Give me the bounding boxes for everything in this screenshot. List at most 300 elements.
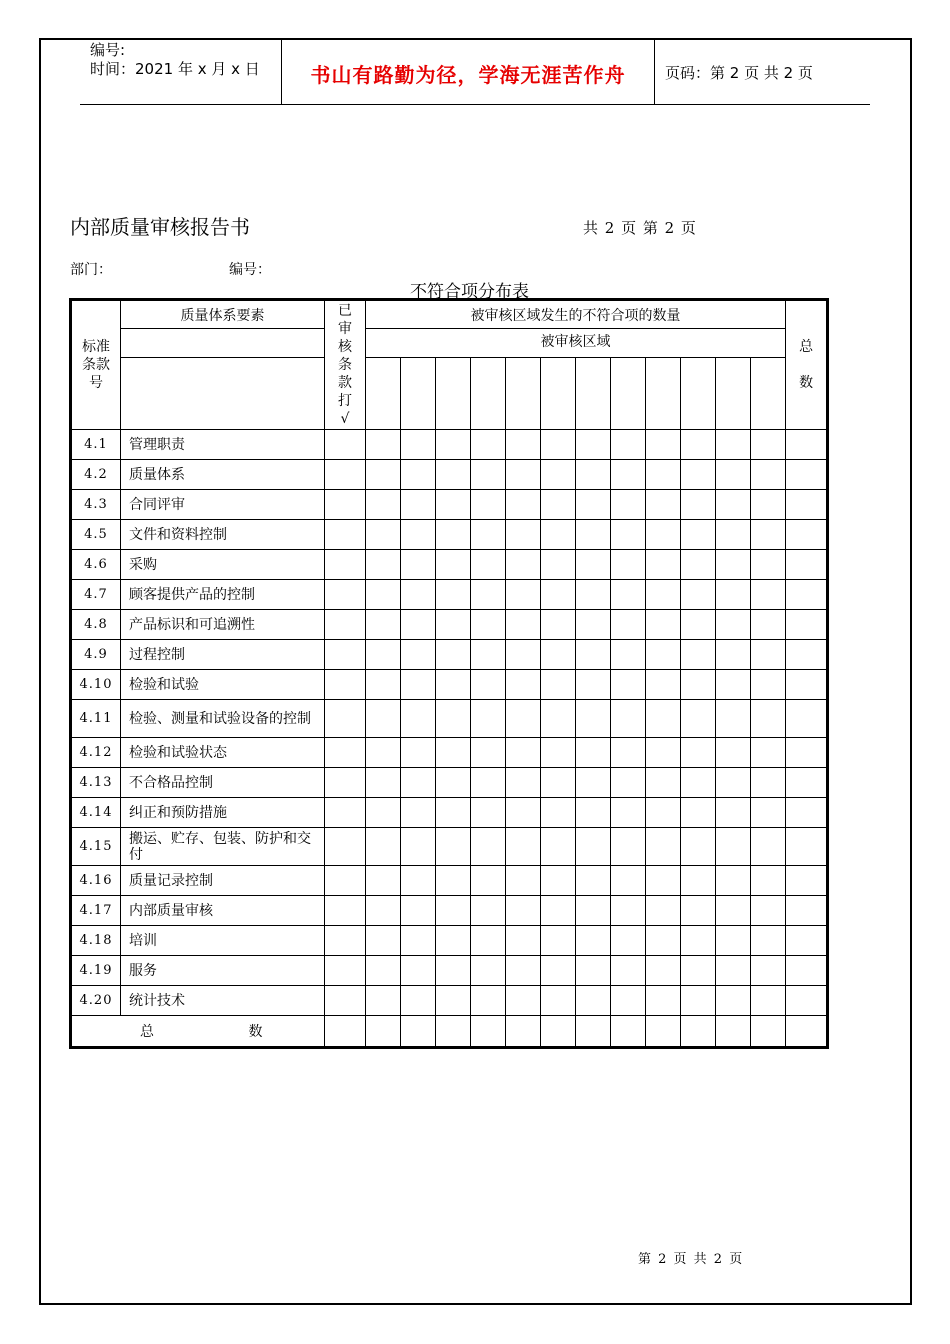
area-count-cell: [646, 520, 681, 550]
clause-number: 4.1: [71, 430, 121, 460]
area-count-cell: [366, 896, 401, 926]
area-count-cell: [681, 768, 716, 798]
area-count-cell: [436, 926, 471, 956]
area-count-cell: [751, 896, 786, 926]
area-count-cell: [366, 956, 401, 986]
area-count-cell: [401, 430, 436, 460]
clause-number: 4.19: [71, 956, 121, 986]
total-cell: [786, 520, 828, 550]
area-count-cell: [646, 738, 681, 768]
area-count-cell: [506, 866, 541, 896]
audited-check-cell: [325, 828, 366, 866]
area-count-cell: [541, 768, 576, 798]
area-count-cell: [366, 550, 401, 580]
clause-number: 4.15: [71, 828, 121, 866]
area-count-cell: [611, 828, 646, 866]
audited-check-cell: [325, 670, 366, 700]
total-cell: [786, 768, 828, 798]
area-count-cell: [646, 986, 681, 1016]
area-count-cell: [716, 490, 751, 520]
header-date: 时间：2021 年 x 月 x 日: [90, 60, 260, 78]
area-count-cell: [611, 768, 646, 798]
area-count-cell: [366, 580, 401, 610]
element-name: 质量记录控制: [121, 866, 325, 896]
area-count-cell: [436, 866, 471, 896]
area-count-cell: [401, 896, 436, 926]
audited-check-cell: [325, 926, 366, 956]
area-count-cell: [541, 828, 576, 866]
area-count-cell: [751, 986, 786, 1016]
element-name: 服务: [121, 956, 325, 986]
element-name: 合同评审: [121, 490, 325, 520]
area-count-cell: [751, 700, 786, 738]
area-count-cell: [751, 490, 786, 520]
total-row: [71, 1016, 828, 1048]
audited-check-cell: [325, 610, 366, 640]
element-name: 检验和试验状态: [121, 738, 325, 768]
area-count-cell: [436, 986, 471, 1016]
area-count-cell: [541, 520, 576, 550]
total-cell: [786, 580, 828, 610]
area-count-cell: [646, 798, 681, 828]
element-name: 检验和试验: [121, 670, 325, 700]
area-count-cell: [366, 640, 401, 670]
clause-number: 4.11: [71, 700, 121, 738]
area-count-cell: [401, 866, 436, 896]
table-row: [71, 430, 828, 460]
area-count-cell: [716, 738, 751, 768]
area-count-cell: [471, 896, 506, 926]
area-count-cell: [681, 866, 716, 896]
header-quality-elements: 质量体系要素: [121, 300, 325, 329]
clause-number: 4.13: [71, 768, 121, 798]
area-count-cell: [681, 430, 716, 460]
clause-number: 4.7: [71, 580, 121, 610]
area-count-cell: [471, 828, 506, 866]
area-count-cell: [576, 828, 611, 866]
area-count-cell: [401, 460, 436, 490]
area-count-cell: [366, 520, 401, 550]
header-clause-number: 标准 条款 号: [71, 300, 121, 430]
area-count-cell: [611, 866, 646, 896]
audited-check-cell: [325, 896, 366, 926]
area-count-cell: [576, 866, 611, 896]
area-count-cell: [646, 896, 681, 926]
area-count-cell: [611, 738, 646, 768]
table-title: 不符合项分布表: [410, 282, 529, 302]
area-count-cell: [506, 430, 541, 460]
header-audited-check: 已 审 核 条 款 打 √: [325, 300, 366, 430]
area-count-cell: [576, 490, 611, 520]
area-count-cell: [436, 430, 471, 460]
element-name: 管理职责: [121, 430, 325, 460]
area-count-cell: [436, 798, 471, 828]
area-count-cell: [436, 956, 471, 986]
area-count-cell: [366, 490, 401, 520]
area-count-cell: [366, 610, 401, 640]
area-count-cell: [366, 700, 401, 738]
element-name: 培训: [121, 926, 325, 956]
area-count-cell: [506, 490, 541, 520]
area-count-cell: [576, 550, 611, 580]
area-count-cell: [751, 926, 786, 956]
area-count-cell: [541, 610, 576, 640]
area-count-cell: [506, 700, 541, 738]
table-row: [71, 520, 828, 550]
area-count-cell: [716, 986, 751, 1016]
area-count-cell: [436, 520, 471, 550]
area-count-cell: [541, 926, 576, 956]
area-count-cell: [506, 550, 541, 580]
area-count-cell: [436, 550, 471, 580]
area-count-cell: [576, 610, 611, 640]
area-count-cell: [471, 700, 506, 738]
area-count-cell: [366, 670, 401, 700]
table-row: [71, 460, 828, 490]
area-count-cell: [471, 670, 506, 700]
table-row: [71, 490, 828, 520]
area-count-cell: [611, 430, 646, 460]
table-row: [71, 670, 828, 700]
audited-check-cell: [325, 866, 366, 896]
area-count-cell: [646, 926, 681, 956]
area-count-cell: [611, 490, 646, 520]
area-count-cell: [506, 798, 541, 828]
table-row: [71, 956, 828, 986]
area-count-cell: [436, 896, 471, 926]
area-count-cell: [506, 926, 541, 956]
area-count-cell: [401, 956, 436, 986]
area-count-cell: [401, 580, 436, 610]
total-cell: [786, 926, 828, 956]
area-count-cell: [471, 460, 506, 490]
total-cell: [786, 828, 828, 866]
audited-check-cell: [325, 738, 366, 768]
area-count-cell: [471, 430, 506, 460]
area-count-cell: [681, 738, 716, 768]
header-motto: 书山有路勤为径，学海无涯苦作舟: [310, 62, 626, 87]
area-count-cell: [401, 768, 436, 798]
area-count-cell: [751, 670, 786, 700]
area-count-cell: [506, 460, 541, 490]
area-count-cell: [436, 460, 471, 490]
area-count-cell: [681, 580, 716, 610]
area-count-cell: [611, 896, 646, 926]
area-count-cell: [716, 896, 751, 926]
area-count-cell: [681, 490, 716, 520]
area-count-cell: [366, 986, 401, 1016]
audited-check-cell: [325, 520, 366, 550]
area-count-cell: [716, 866, 751, 896]
area-count-cell: [471, 640, 506, 670]
area-count-cell: [401, 738, 436, 768]
total-cell: [786, 640, 828, 670]
total-row-label: 总 数: [71, 1016, 325, 1048]
area-count-cell: [576, 520, 611, 550]
total-cell: [786, 956, 828, 986]
total-cell: [786, 738, 828, 768]
area-count-cell: [366, 430, 401, 460]
area-count-cell: [471, 768, 506, 798]
area-count-cell: [401, 828, 436, 866]
total-cell: [786, 490, 828, 520]
area-count-cell: [681, 550, 716, 580]
element-name: 内部质量审核: [121, 896, 325, 926]
header-total: 总 数: [786, 300, 828, 430]
area-count-cell: [366, 828, 401, 866]
area-count-cell: [541, 956, 576, 986]
area-count-cell: [471, 580, 506, 610]
area-count-cell: [681, 986, 716, 1016]
area-count-cell: [401, 670, 436, 700]
area-count-cell: [541, 640, 576, 670]
table-row: [71, 580, 828, 610]
area-count-cell: [751, 768, 786, 798]
area-count-cell: [576, 798, 611, 828]
audited-check-cell: [325, 460, 366, 490]
area-count-cell: [471, 798, 506, 828]
area-count-cell: [681, 610, 716, 640]
audited-check-cell: [325, 580, 366, 610]
area-count-cell: [506, 896, 541, 926]
area-count-cell: [401, 986, 436, 1016]
clause-number: 4.20: [71, 986, 121, 1016]
area-count-cell: [541, 738, 576, 768]
area-count-cell: [471, 738, 506, 768]
table-row: [71, 866, 828, 896]
area-count-cell: [541, 866, 576, 896]
total-cell: [786, 610, 828, 640]
area-count-cell: [436, 490, 471, 520]
clause-number: 4.17: [71, 896, 121, 926]
area-count-cell: [716, 926, 751, 956]
area-count-cell: [646, 670, 681, 700]
area-count-cell: [471, 490, 506, 520]
area-count-cell: [506, 640, 541, 670]
audited-check-cell: [325, 700, 366, 738]
area-count-cell: [541, 430, 576, 460]
header-top-rule: [80, 38, 870, 39]
clause-number: 4.9: [71, 640, 121, 670]
table-row: [71, 896, 828, 926]
area-count-cell: [401, 610, 436, 640]
area-count-cell: [401, 700, 436, 738]
area-count-cell: [436, 640, 471, 670]
audited-check-cell: [325, 798, 366, 828]
area-count-cell: [576, 956, 611, 986]
table-row: [71, 610, 828, 640]
area-count-cell: [611, 640, 646, 670]
clause-number: 4.5: [71, 520, 121, 550]
element-name: 采购: [121, 550, 325, 580]
document-title: 内部质量审核报告书: [70, 215, 250, 239]
area-count-cell: [611, 580, 646, 610]
element-name: 搬运、贮存、包装、防护和交付: [121, 828, 325, 866]
area-count-cell: [506, 986, 541, 1016]
department-label: 部门：: [70, 262, 112, 278]
area-count-cell: [751, 640, 786, 670]
clause-number: 4.2: [71, 460, 121, 490]
audited-check-cell: [325, 768, 366, 798]
area-count-cell: [611, 926, 646, 956]
area-count-cell: [751, 956, 786, 986]
area-count-cell: [506, 828, 541, 866]
area-count-cell: [576, 768, 611, 798]
area-count-cell: [576, 700, 611, 738]
header-page-code: 页码：第 2 页 共 2 页: [665, 64, 813, 82]
header-divider-right: [654, 38, 655, 105]
area-count-cell: [541, 460, 576, 490]
area-count-cell: [401, 640, 436, 670]
area-count-cell: [751, 828, 786, 866]
area-count-cell: [436, 670, 471, 700]
area-count-cell: [611, 550, 646, 580]
area-count-cell: [716, 430, 751, 460]
area-count-cell: [611, 986, 646, 1016]
element-name: 质量体系: [121, 460, 325, 490]
area-count-cell: [646, 768, 681, 798]
header-nonconformity-count: 被审核区域发生的不符合项的数量: [366, 300, 786, 329]
total-cell: [786, 460, 828, 490]
table-row: [71, 738, 828, 768]
area-count-cell: [611, 700, 646, 738]
area-count-cell: [506, 956, 541, 986]
area-count-cell: [716, 550, 751, 580]
clause-number: 4.18: [71, 926, 121, 956]
total-cell: [786, 866, 828, 896]
area-count-cell: [541, 986, 576, 1016]
area-count-cell: [436, 768, 471, 798]
area-count-cell: [751, 798, 786, 828]
element-name: 产品标识和可追溯性: [121, 610, 325, 640]
total-cell: [786, 986, 828, 1016]
area-count-cell: [541, 580, 576, 610]
audited-check-cell: [325, 430, 366, 460]
area-count-cell: [681, 798, 716, 828]
area-count-cell: [436, 580, 471, 610]
clause-number: 4.16: [71, 866, 121, 896]
table-row: [71, 550, 828, 580]
audited-check-cell: [325, 640, 366, 670]
area-count-cell: [751, 430, 786, 460]
area-count-cell: [681, 896, 716, 926]
area-count-cell: [401, 550, 436, 580]
table-row: [71, 700, 828, 738]
element-name: 不合格品控制: [121, 768, 325, 798]
header-bottom-rule: [80, 104, 870, 105]
element-name: 过程控制: [121, 640, 325, 670]
area-count-cell: [681, 700, 716, 738]
area-count-cell: [541, 700, 576, 738]
table-row: [71, 828, 828, 866]
area-count-cell: [506, 520, 541, 550]
area-count-cell: [576, 580, 611, 610]
area-count-cell: [716, 700, 751, 738]
clause-number: 4.8: [71, 610, 121, 640]
element-name: 纠正和预防措施: [121, 798, 325, 828]
element-name: 顾客提供产品的控制: [121, 580, 325, 610]
area-count-cell: [541, 550, 576, 580]
area-count-cell: [506, 610, 541, 640]
area-count-cell: [646, 640, 681, 670]
header-audited-areas: 被审核区域: [366, 329, 786, 358]
area-count-cell: [436, 700, 471, 738]
total-cell: [786, 550, 828, 580]
area-count-cell: [716, 610, 751, 640]
area-count-cell: [576, 738, 611, 768]
area-count-cell: [576, 986, 611, 1016]
area-count-cell: [646, 610, 681, 640]
area-count-cell: [576, 460, 611, 490]
area-count-cell: [366, 768, 401, 798]
area-count-cell: [646, 956, 681, 986]
area-count-cell: [716, 670, 751, 700]
element-name: 文件和资料控制: [121, 520, 325, 550]
area-count-cell: [576, 640, 611, 670]
clause-number: 4.3: [71, 490, 121, 520]
area-count-cell: [471, 926, 506, 956]
document-number-label: 编号：: [229, 262, 271, 278]
area-count-cell: [436, 828, 471, 866]
area-count-cell: [646, 700, 681, 738]
total-cell: [786, 670, 828, 700]
table-row: [71, 986, 828, 1016]
area-count-cell: [716, 580, 751, 610]
area-count-cell: [611, 956, 646, 986]
clause-number: 4.12: [71, 738, 121, 768]
audited-check-cell: [325, 550, 366, 580]
area-count-cell: [366, 866, 401, 896]
area-count-cell: [751, 866, 786, 896]
clause-number: 4.10: [71, 670, 121, 700]
area-count-cell: [366, 798, 401, 828]
area-count-cell: [541, 670, 576, 700]
total-cell: [786, 896, 828, 926]
area-count-cell: [646, 430, 681, 460]
area-count-cell: [646, 550, 681, 580]
area-count-cell: [751, 610, 786, 640]
area-count-cell: [646, 580, 681, 610]
table-row: [71, 926, 828, 956]
area-count-cell: [646, 866, 681, 896]
area-count-cell: [646, 828, 681, 866]
area-count-cell: [576, 896, 611, 926]
total-cell: [786, 798, 828, 828]
area-count-cell: [506, 670, 541, 700]
area-count-cell: [646, 460, 681, 490]
area-count-cell: [506, 738, 541, 768]
area-count-cell: [681, 670, 716, 700]
area-count-cell: [681, 828, 716, 866]
audited-check-cell: [325, 490, 366, 520]
total-cell: [786, 700, 828, 738]
area-count-cell: [576, 926, 611, 956]
area-count-cell: [436, 738, 471, 768]
header-elements-blank: [121, 329, 325, 358]
header-area-columns: [71, 358, 828, 430]
area-count-cell: [681, 926, 716, 956]
area-count-cell: [716, 956, 751, 986]
area-count-cell: [716, 798, 751, 828]
element-name: 检验、测量和试验设备的控制: [121, 700, 325, 738]
audited-check-cell: [325, 956, 366, 986]
area-count-cell: [366, 926, 401, 956]
area-count-cell: [401, 798, 436, 828]
nonconformity-distribution-table: [69, 298, 829, 1049]
area-count-cell: [611, 610, 646, 640]
area-count-cell: [366, 460, 401, 490]
area-count-cell: [541, 490, 576, 520]
